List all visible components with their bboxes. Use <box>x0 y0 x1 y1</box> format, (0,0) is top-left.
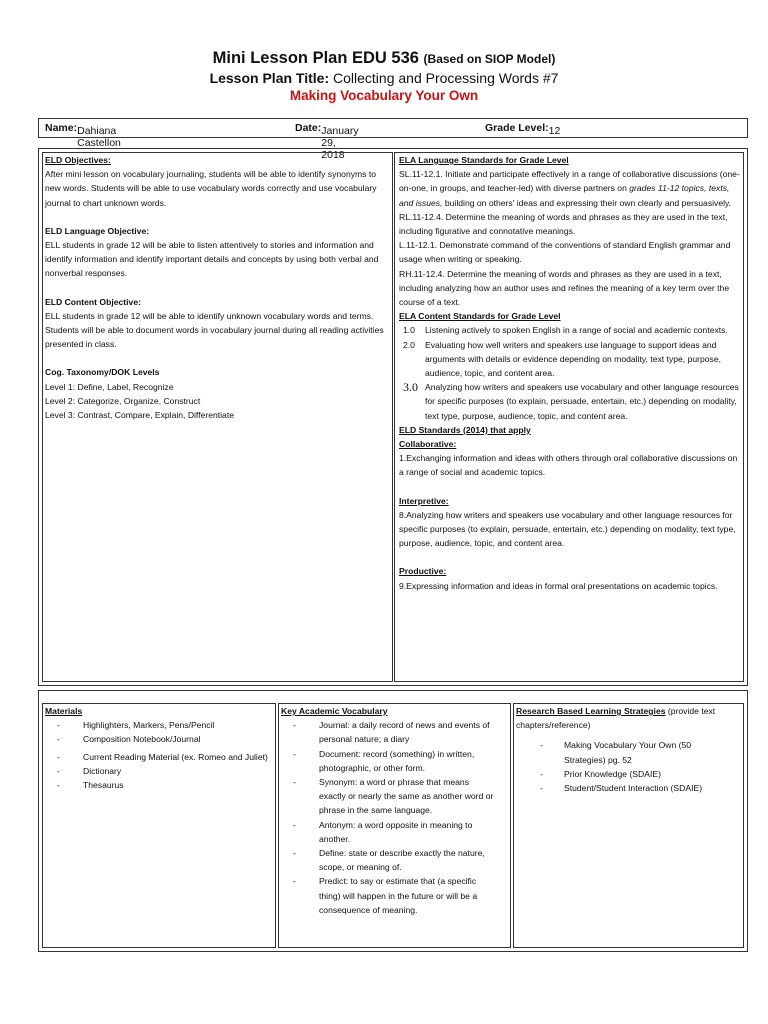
dok-level-2: Level 2: Categorize, Organize, Construct <box>45 395 201 406</box>
productive-heading: Productive: <box>399 566 447 577</box>
dok-level-3: Level 3: Contrast, Compare, Explain, Differentiate <box>45 410 234 421</box>
vocabulary-cell <box>281 704 508 917</box>
language-objective-heading: ELD Language Objective: <box>45 225 150 236</box>
research-heading: Research Based Learning Strategies (provide text chapters/reference) <box>516 706 716 731</box>
list-item: 2.0 Evaluating how well writers and speakers use language to support ideas and arguments with details or evidence depending on modality, text type, purpose, audience, topic, and content area. <box>403 339 722 379</box>
list-item: - Student/Student Interaction (SDAIE) <box>540 783 703 794</box>
research-cell <box>516 704 742 795</box>
list-item: - Prior Knowledge (SDAIE) <box>540 768 661 779</box>
materials-cell <box>45 704 273 792</box>
standard-l: L.11-12.1. Demonstrate command of the conventions of standard English grammar and usage when writing or speaking. <box>399 240 731 265</box>
standard-sl: SL.11-12.1. Initiate and participate effectively in a range of collaborative discussions (one-on-one, in groups, and teacher-led) with diverse partners on grades 11-12 topics, texts, and issues, building on others' ideas and expressing their own clearly and persuasively. <box>399 169 740 208</box>
list-item: - Highlighters, Markers, Pens/Pencil <box>57 720 215 731</box>
productive-text: 9.Expressing information and ideas in formal oral presentations on academic topics. <box>399 580 718 591</box>
date-field: Date: January 29, 2018 <box>295 122 359 161</box>
objectives-cell <box>45 153 390 422</box>
name-field: Name: Dahiana Castellon <box>45 122 121 149</box>
standards-cell <box>399 153 742 593</box>
grade-field: Grade Level: 12 <box>485 122 561 137</box>
materials-heading: Materials <box>45 706 83 716</box>
standard-rh: RH.11-12.4. Determine the meaning of words and phrases as they are used in a text, including analyzing how an author uses and refines the meaning of a key term over the course of a text. <box>399 268 730 308</box>
language-objective-text: ELL students in grade 12 will be able to listen attentively to stories and information and identify information and identify important details and concepts by using both verbal and nonverbal responses. <box>45 240 379 279</box>
list-item: - Define: state or describe exactly the nature, scope, or meaning of. <box>293 848 485 873</box>
ela-language-heading: ELA Language Standards for Grade Level <box>399 155 569 165</box>
list-item: - Document: record (something) in written, photographic, or other form. <box>293 748 475 773</box>
lesson-plan-title: Lesson Plan Title: Collecting and Processing Words #7 <box>209 70 559 86</box>
list-item: 1.0 Listening actively to spoken English in a range of social and academic contexts. <box>403 325 728 336</box>
list-item: 3.0 Analyzing how writers and speakers use vocabulary and other language resources for specific purposes (to explain, persuade, entertain, etc.) depending on modality, text type, purpose, audience, topic, and content area. <box>403 380 739 421</box>
document-title: Mini Lesson Plan EDU 536 (Based on SIOP Model) <box>212 49 556 67</box>
ela-content-heading: ELA Content Standards for Grade Level <box>399 311 561 322</box>
interpretive-text: 8.Analyzing how writers and speakers use vocabulary and other language resources for specific purposes (to explain, persuade, entertain, etc.) depending on modality, text type, purpose, audience, topic, and content area. <box>399 509 736 549</box>
list-item: - Antonym: a word opposite in meaning to another. <box>293 819 473 844</box>
content-objective-text: ELL students in grade 12 will be able to identify unknown vocabulary words and terms. Students will be able to document words in vocabulary journal during all reading activities presented in class. <box>45 310 384 350</box>
list-item: - Predict: to say or estimate that (a specific thing) will happen in the future or will be a consequence of meaning. <box>293 876 478 915</box>
list-item: - Making Vocabulary Your Own (50 Strategies) pg. 52 <box>540 740 692 765</box>
list-item: - Dictionary <box>57 765 122 776</box>
vocabulary-heading: Key Academic Vocabulary <box>281 706 388 716</box>
eld-standards-heading: ELD Standards (2014) that apply <box>399 424 531 435</box>
standard-rl: RL.11-12.4. Determine the meaning of words and phrases as they are used in the text, including figurative and connotative meanings. <box>399 211 728 237</box>
dok-level-1: Level 1: Define, Label, Recognize <box>45 381 174 392</box>
materials-list <box>45 718 273 792</box>
interpretive-heading: Interpretive: <box>399 495 449 506</box>
lesson-subtitle: Making Vocabulary Your Own <box>289 88 479 103</box>
document-header <box>0 48 768 105</box>
vocabulary-list <box>281 718 508 917</box>
eld-objectives-text: After mini lesson on vocabulary journaling, students will be able to identify synonyms to new words. Students will be able to use vocabulary words correctly and use vocabulary journal to chart unknown words. <box>45 169 377 208</box>
collaborative-text: 1.Exchanging information and ideas with others through oral collaborative discussions on a range of social and academic topics. <box>399 453 738 478</box>
dok-heading: Cog. Taxonomy/DOK Levels <box>45 367 160 378</box>
list-item: - Composition Notebook/Journal <box>57 734 201 745</box>
title-paren: (Based on SIOP Model) <box>423 52 556 66</box>
content-objective-heading: ELD Content Objective: <box>45 296 141 307</box>
list-item: - Journal: a daily record of news and events of personal nature; a diary <box>293 720 490 745</box>
research-list <box>516 738 742 795</box>
list-item: - Thesaurus <box>57 780 124 791</box>
list-item: - Synonym: a word or phrase that means exactly or nearly the same as another word or phrase in the same language. <box>293 777 494 816</box>
collaborative-heading: Collaborative: <box>399 439 457 450</box>
eld-objectives-heading: ELD Objectives: <box>45 155 111 165</box>
list-item: - Current Reading Material (ex. Romeo and Juliet) <box>57 751 268 762</box>
content-standards-list <box>399 323 742 422</box>
